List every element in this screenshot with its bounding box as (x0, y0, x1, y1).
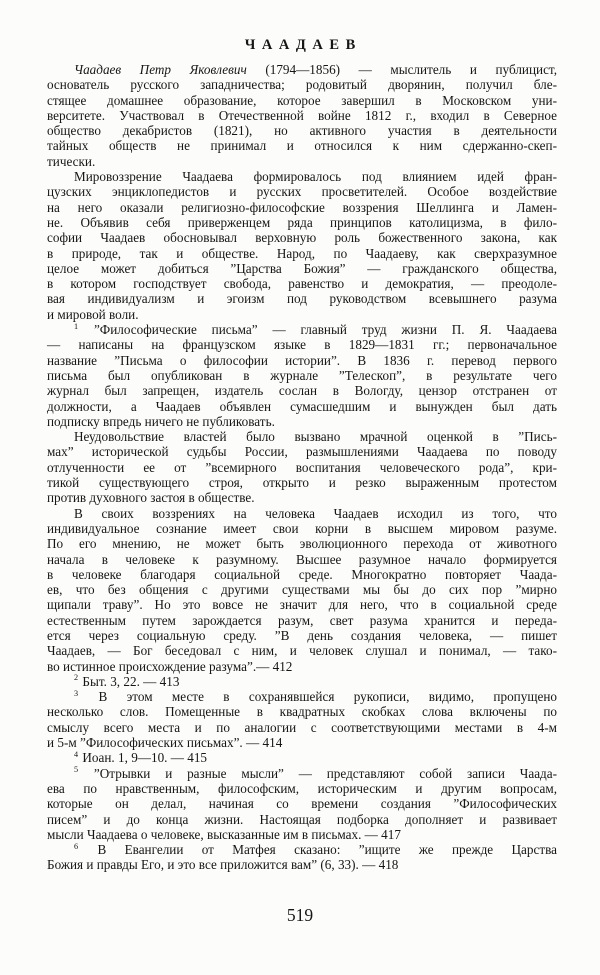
text-line: ева по нравственным, философским, историческим и другим вопросам, (47, 780, 557, 796)
footnote-4-john (47, 750, 557, 765)
text-line: подписку впредь ничего не публиковать. (47, 413, 275, 429)
footnote-marker: 2 (74, 673, 79, 683)
footnote-marker: 3 (74, 688, 79, 698)
text-line: индивидуальное сознание имеет свои корни в высшем мировом разуме. (47, 520, 557, 536)
text-line: основатель русского западничества; родовитый дворянин, получил бле- (47, 77, 557, 93)
page-title: ЧААДАЕВ (244, 37, 362, 53)
text-line: тайных обществ не принимал и относился к ним сдержанно-скеп- (47, 138, 557, 154)
text-line: мысли Чаадаева о человеке, высказанные им в письмах. — 417 (47, 826, 401, 842)
text-line: $^4$ Иоан. 1, 9—10. — 415 (74, 749, 208, 766)
footnote-3-manuscript (47, 689, 557, 750)
text-line: $^5$ ”Отрывки и разные мысли” — представляют собой записи Чаада- (74, 765, 557, 781)
text-line: — написаны на французском языке в 1829—1831 гг.; первоначальное (47, 337, 557, 353)
text-line: целое может добиться ”Царства Божия” — гражданского общества, (47, 260, 557, 276)
text-line: Неудовольствие властей было вызвано мрачной оценкой в ”Пись- (74, 429, 557, 445)
text-line: софии Чаадаев обосновывал верховную роль божественного закона, как (47, 230, 557, 246)
text-line: цузских энциклопедистов и русских просветителей. Особое воздействие (47, 184, 557, 200)
worldview-paragraph (47, 169, 557, 322)
footnote-marker: 1 (74, 321, 79, 331)
text-line: верситете. Участвовал в Отечественной войне 1812 г., входил в Северное (47, 107, 557, 123)
text-line: в котором господствует свобода, равенство и демократия, — преодоле- (47, 276, 557, 292)
text-block (47, 62, 557, 873)
text-line: во истинное происхождение разума”.— 412 (47, 658, 293, 674)
text-line: $^1$ ”Философические письма” — главный труд жизни П. Я. Чаадаева (74, 321, 557, 338)
text-line: в человеке благодаря социальной среде. Многократно повторяет Чаада- (47, 566, 557, 582)
text-line: В своих воззрениях на человека Чаадаев исходил из того, что (74, 505, 557, 521)
footnote-2-genesis (47, 674, 557, 689)
text-line: $^6$ В Евангелии от Матфея сказано: ”ищите же прежде Царства (74, 841, 557, 858)
text-line: Мировоззрение Чаадаева формировалось под влиянием идей фран- (74, 169, 557, 185)
text-line: писем” и до конца жизни. Настоящая подборка дополняет и развивает (47, 811, 557, 827)
text-line: естественным путем зарождается разум, свет разума хранится и переда- (47, 612, 557, 628)
text-line: и мировой воли. (47, 306, 139, 322)
text-line: несколько слов. Помещенные в квадратных скобках слова включены по (47, 704, 557, 720)
text-line: и 5-м ”Философических письмах”. — 414 (47, 735, 283, 751)
person-name-italic: Чаадаев Петр Яковлевич (74, 62, 247, 77)
footnote-6-matthew (47, 842, 557, 873)
text-line: общество декабристов (1821), но активного участия в деятельности (47, 123, 557, 139)
text-line: $^2$ Быт. 3, 22. — 413 (74, 673, 180, 689)
text-line: Чаадаев Петр Яковлевич (1794—1856) — мыслитель и публицист, (74, 62, 557, 77)
text-line: против духовного застоя в обществе. (47, 490, 255, 506)
views-on-man-paragraph (47, 506, 557, 674)
text-line: По его мнению, не может быть эволюционного перехода от животного (47, 536, 557, 552)
footnote-marker: 5 (74, 765, 79, 775)
text-line: Божия и правды Его, и это все приложится вам” (6, 33). — 418 (47, 857, 399, 873)
text-line: ется через социальную среду. ”В день создания человека, — пишет (47, 627, 557, 643)
text-line: не. Объявив себя приверженцем ряда принципов католицизма, в фило- (47, 214, 557, 230)
text-line: название ”Письма о философии истории”. В 1836 г. перевод первого (47, 352, 557, 368)
text-line: ев, что без общения с другими существами мы бы до сих пор ”мирно (47, 582, 557, 598)
footnote-1-philosophical-letters (47, 322, 557, 429)
text-line: журнал был запрещен, издатель сослан в Вологду, цензор отстранен от (47, 383, 557, 399)
text-line: на него оказали религиозно-философские воззрения Шеллинга и Ламен- (47, 199, 557, 215)
footnote-marker: 4 (74, 749, 79, 759)
text-line: письма был опубликован в журнале ”Телескоп”, в результате чего (47, 367, 557, 383)
text-line: Чаадаев, — Бог беседовал с ним, и человек слушал и понимал, — тако- (47, 643, 557, 659)
text-line: которые он делал, начиная со времени создания ”Философических (47, 796, 557, 812)
intro-bio-paragraph (47, 62, 557, 169)
text-line: начала в человеке к разумному. Высшее разумное начало формируется (47, 551, 557, 567)
text-line: щипали траву”. Но это вовсе не значит для него, что в социальной среде (47, 597, 557, 613)
text-line: $^3$ В этом месте в сохранявшейся рукописи, видимо, пропущено (74, 688, 557, 705)
text-line: должности, а Чаадаев объявлен сумасшедшим и вынужден был дать (47, 398, 557, 414)
footnote-5-fragments (47, 766, 557, 842)
footnote-marker: 6 (74, 841, 79, 851)
authorities-displeasure-paragraph (47, 429, 557, 505)
text-line: вая индивидуализм и эгоизм под руководством всевышнего разума (47, 291, 557, 307)
text-line: тически. (47, 153, 96, 169)
text-line: стящее домашнее образование, которое завершил в Московском уни- (47, 92, 557, 108)
text-line: в природе, так и обществе. Народ, по Чаадаеву, как сверхразумное (47, 245, 557, 261)
text-line: смыслу всего места и по аналогии с соответствующими местами в 4-м (47, 719, 557, 735)
text-line: отлученности ее от ”всемирного воспитания человеческого рода”, кри- (47, 459, 557, 475)
text-line: тикой существующего строя, открыто и резко выраженным протестом (47, 475, 557, 491)
page-number: 519 (286, 905, 314, 925)
text-line: мах” исторической судьбы России, размышлениями Чаадаева по поводу (47, 444, 557, 460)
